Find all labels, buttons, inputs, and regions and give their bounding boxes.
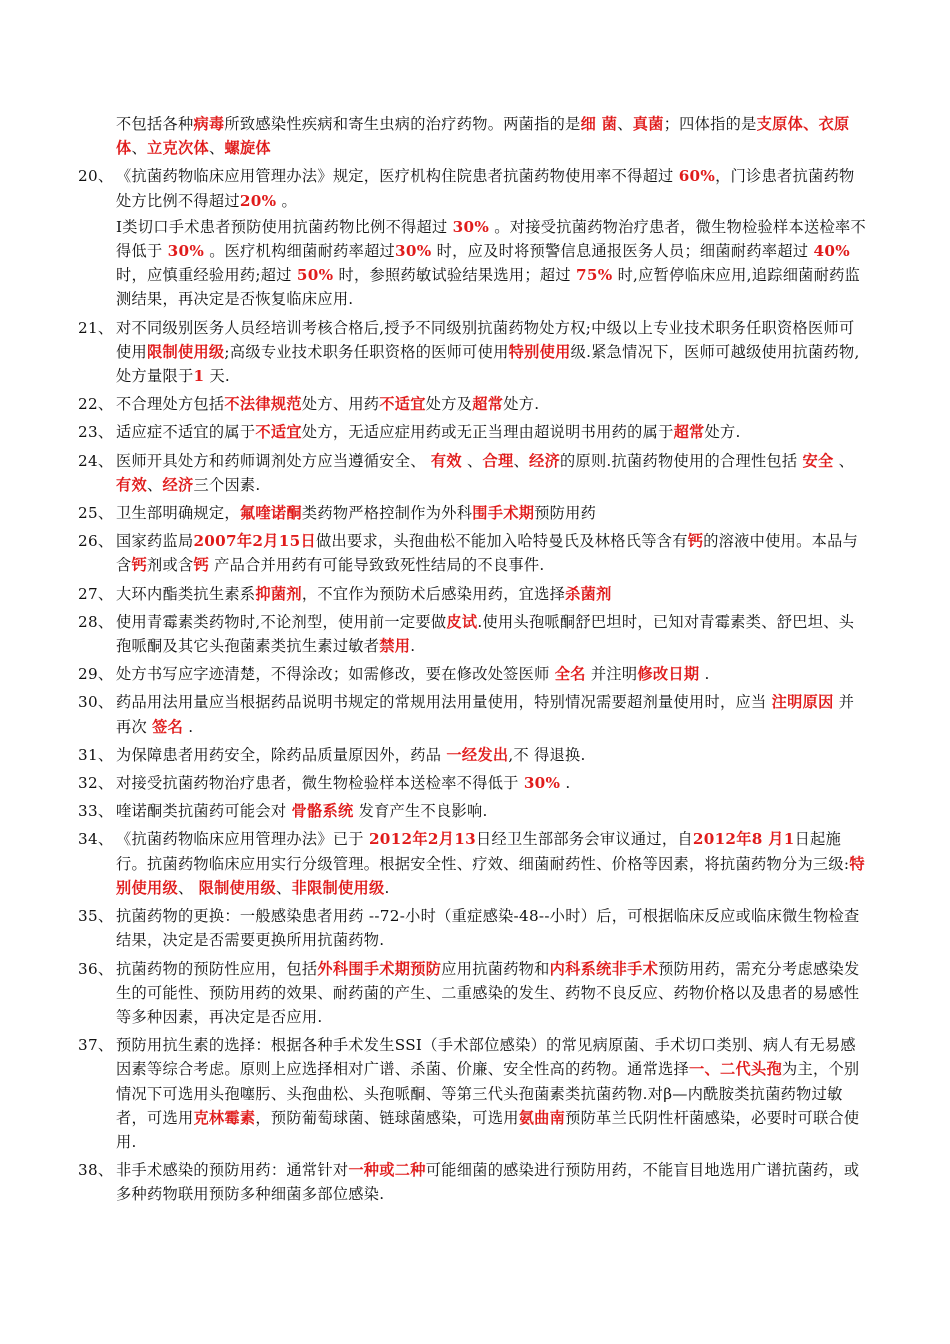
question-number: 31、: [78, 745, 114, 764]
question-text: Ⅰ类切口手术患者预防使用抗菌药物比例不得超过: [116, 217, 453, 236]
question-number: 22、: [78, 395, 114, 414]
question-item: [78, 662, 868, 686]
question-text: 不包括各种: [116, 115, 194, 133]
question-item: [78, 610, 868, 658]
question-text: 的溶液中使用。本品与含: [116, 532, 859, 575]
question-text: 预防用抗生素的选择：根据各种手术发生SSI（手术部位感染）的常见病原菌、手术切口类别、病人有无易感因素等综合考虑。原则上应选择相对广谱、杀菌、价廉、安全性高的药物。通常选择: [116, 1036, 856, 1079]
question-text: 《抗菌药物临床应用管理办法》规定，医疗机构住院患者抗菌药物使用率不得超过: [116, 167, 679, 186]
question-text: ；四体指的是: [663, 115, 757, 133]
answer-text: 40%: [813, 242, 850, 261]
answer-text: 支原体、衣原体: [116, 115, 850, 158]
question-text: 为主，个别情况下可选用头孢噻肟、头孢曲松、头孢哌酮、等第三代头孢菌素类抗菌药物.对β—内酰胺类抗菌药物过敏者，可选用: [116, 1060, 860, 1127]
question-item: [78, 690, 868, 738]
question-text: 做出要求，头孢曲松不能加入哈特曼氏及林格氏等含有: [315, 532, 688, 551]
question-text: 抗菌药物的更换：一般感染患者用药 --72-小时（重症感染-48--小时）后，可根据临床反应或临床微生物检查结果，决定是否需要更换所用抗菌药物.: [116, 907, 860, 950]
question-number: 28、: [78, 612, 114, 631]
question-text: 产品合并用药有可能导致致死性结局的不良事件.: [208, 556, 545, 575]
answer-text: 50%: [296, 266, 334, 285]
answer-text: 30%: [523, 774, 561, 793]
question-text: 使用青霉素类药物时,不论剂型，使用前一定要做: [116, 612, 447, 631]
question-text: 可能细菌的感染进行预防用药，不能盲目地选用广谱抗菌药，或多种药物联用预防多种细菌多部位感染.: [116, 1161, 860, 1204]
question-text: ;高级专业技术职务任职资格的医师可使用: [224, 342, 509, 361]
answer-text: 有效: [116, 475, 147, 494]
answer-text: 限制使用级: [198, 878, 277, 897]
question-number: 33、: [78, 802, 114, 821]
question-text: 。医疗机构细菌耐药率超过: [204, 242, 396, 261]
question-item: [78, 164, 868, 311]
answer-text: 安全: [802, 451, 834, 470]
answer-text: 修改日期: [637, 665, 700, 684]
question-number: 37、: [78, 1036, 114, 1055]
question-text: 对接受抗菌药物治疗患者，微生物检验样本送检率不得低于: [116, 774, 524, 793]
question-text: 、: [513, 451, 529, 470]
answer-text: 外科围手术期预防: [317, 959, 442, 978]
question-number: 24、: [78, 451, 114, 470]
question-number: 26、: [78, 532, 114, 551]
answer-text: 内科系统非手术: [549, 959, 659, 978]
question-number: 38、: [78, 1161, 114, 1180]
question-item: [78, 904, 868, 952]
question-text: 级.紧急情况下，医师可越级使用抗菌药物,处方量限于: [116, 342, 860, 386]
question-text: 医师开具处方和药师调剂处方应当遵循安全、: [116, 451, 431, 470]
question-text: 处方书写应字迹清楚，不得涂改；如需修改，要在修改处签医师: [116, 665, 555, 684]
answer-text: 骨骼系统: [291, 802, 354, 821]
answer-text: 签名: [152, 717, 184, 736]
question-item: [78, 771, 868, 795]
question-item: [78, 799, 868, 823]
question-text: 。对接受抗菌药物治疗患者，微生物检验样本送检率不得低于: [116, 217, 866, 261]
question-text: 对不同级别医务人员经培训考核合格后,授予不同级别抗菌药物处方权;中级以上专业技术职务任职资格医师可使用: [116, 318, 855, 361]
question-text: 时，应及时将预警信息通报医务人员；细菌耐药率超过: [431, 242, 814, 261]
question-text: 时,应暂停临床应用,追踪细菌耐药监测结果，再决定是否恢复临床应用.: [116, 266, 861, 309]
answer-text: 特别使用级: [116, 854, 865, 897]
answer-text: 合理: [482, 451, 514, 470]
question-text: 的原则.抗菌药物使用的合理性包括: [559, 451, 803, 470]
question-text: 非手术感染的预防用药：通常针对: [116, 1161, 349, 1180]
question-item: [78, 449, 868, 497]
answer-text: 全名: [554, 665, 586, 684]
answer-text: 经济: [162, 475, 194, 494]
answer-text: 2012年8 月1: [692, 830, 795, 849]
answer-text: 60%: [678, 167, 716, 186]
question-text: 、: [131, 139, 147, 158]
question-text: 处方，无适应症用药或无正当理由超说明书用药的属于: [301, 423, 674, 442]
question-text: 、: [146, 475, 163, 494]
answer-text: 抑菌剂: [255, 584, 302, 603]
question-text: 。: [276, 191, 297, 210]
question-number: 21、: [78, 318, 114, 337]
question-text: 时，应慎重经验用药;超过: [116, 266, 297, 285]
answer-text: 限制使用级: [146, 342, 225, 361]
answer-text: 皮试: [446, 612, 478, 631]
question-text: 预防用药: [534, 504, 597, 523]
question-text: 、: [461, 451, 483, 470]
question-number: 23、: [78, 423, 114, 442]
question-item: [78, 1158, 868, 1206]
question-text: 大环内酯类抗生素系: [116, 584, 256, 603]
question-text: .: [183, 717, 194, 736]
answer-text: 细 菌: [580, 115, 618, 133]
question-text: .使用头孢哌酮舒巴坦时，已知对青霉素类、舒巴坦、头孢哌酮及其它头孢菌素类抗生素过敏者: [116, 612, 855, 656]
question-item: [78, 1033, 868, 1154]
question-number: 27、: [78, 584, 114, 603]
question-text: 日起施行。抗菌药物临床应用实行分级管理。根据安全性、疗效、细菌耐药性、价格等因素，将抗菌药物分为三级:: [116, 830, 850, 873]
answer-text: 超常: [472, 395, 504, 414]
question-text: .: [384, 878, 390, 897]
question-text: 处方.: [503, 395, 540, 414]
answer-text: 注明原因: [771, 693, 834, 712]
question-text: 适应症不适宜的属于: [116, 423, 256, 442]
question-item: [78, 957, 868, 1030]
question-text: 应用抗菌药物和: [441, 959, 550, 978]
sub-paragraph: [116, 215, 868, 312]
question-text: ，预防葡萄球菌、链球菌感染，可选用: [255, 1108, 519, 1127]
question-item: [78, 743, 868, 767]
answer-text: 螺旋体: [224, 139, 271, 158]
question-text: 并注明: [585, 665, 638, 684]
question-text: 、: [617, 115, 633, 133]
question-text: 《抗菌药物临床应用管理办法》已于: [116, 830, 369, 849]
answer-text: 病毒: [193, 115, 225, 133]
question-text: 卫生部明确规定，: [116, 504, 240, 523]
question-text: 国家药监局: [116, 532, 194, 551]
answer-text: 2007年2月15日: [193, 532, 316, 551]
question-item: [78, 529, 868, 577]
answer-text: 非限制使用级: [291, 878, 385, 897]
answer-text: 一种或二种: [348, 1161, 426, 1180]
answer-text: 20%: [239, 191, 277, 210]
question-text: .: [699, 665, 710, 684]
question-text: 处方及: [425, 395, 473, 414]
answer-text: 经济: [528, 451, 560, 470]
question-text: 剂或含: [147, 556, 194, 575]
answer-text: 真菌: [632, 115, 664, 133]
answer-text: 不适宜: [379, 395, 426, 414]
question-text: 三个因素.: [193, 475, 261, 494]
answer-text: 钙: [193, 556, 209, 575]
question-list: [78, 112, 868, 1211]
question-number: 29、: [78, 665, 114, 684]
question-item: [78, 501, 868, 525]
question-text: 抗菌药物的预防性应用，包括: [116, 959, 318, 978]
question-text: 预防革兰氏阴性杆菌感染，必要时可联合使用.: [116, 1108, 860, 1151]
question-text: .: [560, 774, 571, 793]
answer-text: 有效: [430, 451, 462, 470]
question-item: [78, 420, 868, 444]
answer-text: 30%: [167, 242, 205, 261]
question-number: 36、: [78, 959, 114, 978]
question-text: 为保障患者用药安全，除药品质量原因外，药品: [116, 745, 447, 764]
answer-text: 钙: [687, 532, 704, 551]
answer-text: 杀菌剂: [565, 584, 612, 603]
answer-text: 特别使用: [508, 342, 571, 361]
answer-text: 不法律规范: [224, 395, 302, 414]
question-text: 药品用法用量应当根据药品说明书规定的常规用法用量使用，特别情况需要超剂量使用时，应当: [116, 693, 772, 712]
answer-text: 超常: [673, 423, 705, 442]
question-text: 时，参照药敏试验结果选用；超过: [333, 266, 576, 285]
question-number: 30、: [78, 693, 114, 712]
answer-text: 克林霉素: [193, 1108, 256, 1127]
answer-text: 氨曲南: [518, 1108, 566, 1127]
question-text: .: [410, 637, 416, 656]
question-item: [78, 392, 868, 416]
question-item: [78, 582, 868, 606]
answer-text: 禁用: [379, 637, 411, 656]
question-text: 并再次: [116, 693, 855, 736]
question-text: 处方.: [704, 423, 741, 442]
question-number: 32、: [78, 774, 114, 793]
answer-text: 一经发出: [446, 745, 509, 764]
question-text: 、: [177, 878, 199, 897]
answer-text: 围手术期: [472, 504, 535, 523]
question-text: 、: [833, 451, 855, 470]
question-text: ，不宜作为预防术后感染用药，宜选择: [301, 584, 566, 603]
question-item: [78, 112, 868, 160]
question-text: 、: [276, 878, 292, 897]
question-item: [78, 316, 868, 389]
question-text: 喹诺酮类抗菌药可能会对: [116, 802, 292, 821]
question-number: 34、: [78, 830, 114, 849]
question-number: 20、: [78, 167, 114, 186]
answer-text: 2012年2月13: [368, 830, 476, 849]
question-text: 日经卫生部部务会审议通过，自: [476, 830, 693, 849]
question-text: 类药物严格控制作为外科: [301, 504, 473, 523]
answer-text: 一、二代头孢: [689, 1060, 782, 1079]
question-text: 所致感染性疾病和寄生虫病的治疗药物。两菌指的是: [224, 115, 581, 133]
question-text: 天.: [204, 367, 231, 386]
question-text: 预防用药，需充分考虑感染发生的可能性、预防用药的效果、耐药菌的产生、二重感染的发生、药物不良反应、药物价格以及患者的易感性等多种因素，再决定是否应用.: [116, 959, 860, 1026]
answer-text: 30%: [395, 242, 432, 261]
question-text: 处方、用药: [301, 395, 380, 414]
answer-text: 75%: [575, 266, 613, 285]
answer-text: 1: [193, 367, 205, 386]
question-number: 25、: [78, 504, 114, 523]
answer-text: 氟喹诺酮: [239, 504, 302, 523]
question-text: 不合理处方包括: [116, 395, 225, 414]
question-text: 、: [208, 139, 225, 158]
answer-text: 钙: [131, 556, 147, 575]
answer-text: 30%: [452, 217, 490, 236]
question-item: [78, 827, 868, 900]
question-text: ，门诊患者抗菌药物处方比例不得超过: [116, 167, 855, 210]
question-text: 发育产生不良影响.: [353, 802, 488, 821]
answer-text: 立克次体: [147, 139, 209, 158]
question-text: ,不 得退换.: [508, 745, 586, 764]
question-number: 35、: [78, 907, 114, 926]
answer-text: 不适宜: [255, 423, 302, 442]
